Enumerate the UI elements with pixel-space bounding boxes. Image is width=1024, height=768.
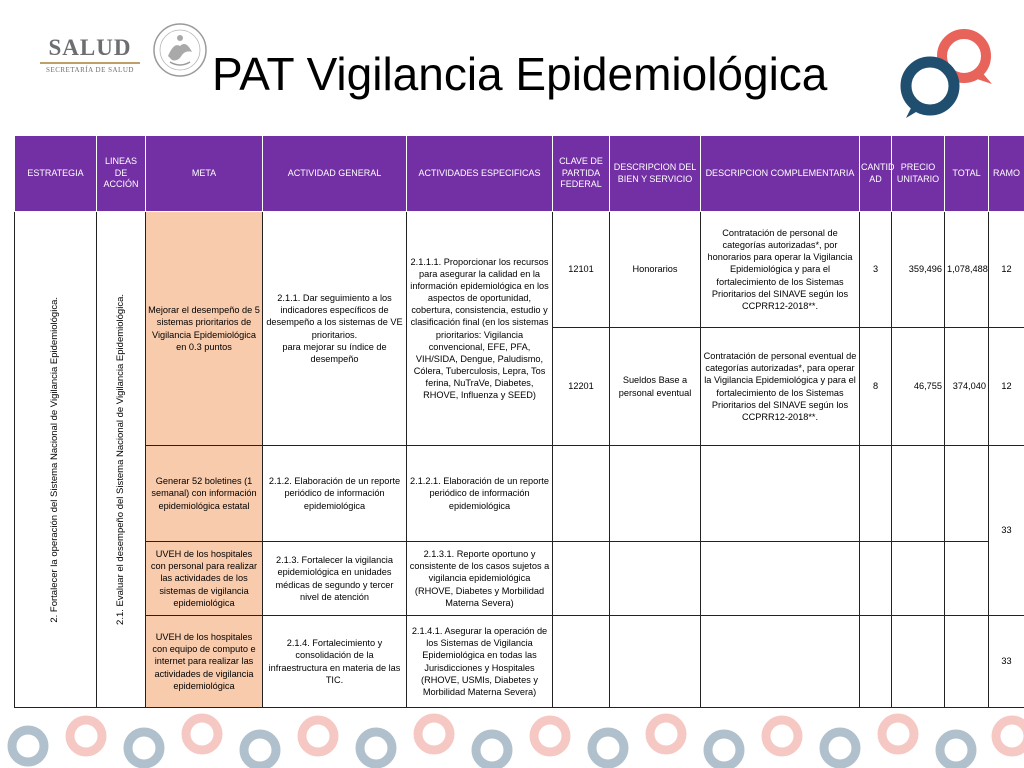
actividad-especifica-cell: 2.1.3.1. Reporte oportuno y consistente de los casos sujetos a vigilancia epidemiológica (RHOVE, Diabetes y Morbilidad Materna Severa) [407,542,553,616]
column-header-ramo: RAMO [989,136,1024,212]
salud-logo-word: SALUD [48,35,132,60]
precio-cell [892,446,945,542]
total-cell [945,446,989,542]
complementaria-cell [701,616,860,708]
ramo-cell: 33 [989,616,1024,708]
actividad-general-cell: 2.1.2. Elaboración de un reporte periódico de información epidemiológica [263,446,407,542]
cantidad-cell [860,446,892,542]
table-row [15,212,1024,328]
precio-cell: 359,496 [892,212,945,328]
complementaria-cell: Contratación de personal de categorías autorizadas*, por honorarios para operar la Vigilancia Epidemiológica y para el fortalecimiento de los Sistemas Prioritarios del SINAVE según los CCPRR12-2018**. [701,212,860,328]
actividad-general-cell: 2.1.1. Dar seguimiento a los indicadores específicos de desempeño a los sistemas de VE prioritarios. para mejorar su índice de desempeño [263,212,407,446]
column-header-meta: META [146,136,263,212]
complementaria-cell [701,542,860,616]
page-title: PAT Vigilancia Epidemiológica [212,48,828,100]
meta-cell: Generar 52 boletines (1 semanal) con información epidemiológica estatal [146,446,263,542]
bien-servicio-cell: Sueldos Base a personal eventual [610,328,701,446]
ramo-cell: 12 [989,328,1024,446]
precio-cell: 46,755 [892,328,945,446]
column-header-actividades-especificas: ACTIVIDADES ESPECIFICAS [407,136,553,212]
estrategia-cell [15,212,97,708]
clave-cell [553,616,610,708]
actividad-especifica-cell: 2.1.1.1. Proporcionar los recursos para asegurar la calidad en la información epidemiológica en los aspectos de oportunidad, cobertura, consistencia, estudio y clasificación final (en los sistemas prioritarios: Vigilancia convencional, EFE, PFA, VIH/SIDA, Dengue, Paludismo, Cólera, Tuberculosis, Lepra, Tos ferina, NuTraVe, Diabetes, RHOVE, Influenza y SEED) [407,212,553,446]
table-header-row [15,136,1024,212]
precio-cell [892,542,945,616]
ramo-cell: 33 [989,446,1024,616]
footer-decoration-pattern [0,706,1024,768]
actividad-especifica-cell: 2.1.2.1. Elaboración de un reporte periódico de información epidemiológica [407,446,553,542]
precio-cell [892,616,945,708]
cantidad-cell [860,542,892,616]
ramo-cell: 12 [989,212,1024,328]
actividad-especifica-cell: 2.1.4.1. Asegurar la operación de los Sistemas de Vigilancia Epidemiológica en todas las Jurisdicciones y Hospitales (RHOVE, USMIs, Diabetes y Morbilidad Materna Severa) [407,616,553,708]
column-header-estrategia: ESTRATEGIA [15,136,97,212]
total-cell: 1,078,488 [945,212,989,328]
total-cell: 374,040 [945,328,989,446]
cantidad-cell: 8 [860,328,892,446]
cantidad-cell: 3 [860,212,892,328]
brand-logo-icon [896,26,1000,122]
clave-cell [553,446,610,542]
actividad-general-cell: 2.1.3. Fortalecer la vigilancia epidemiológica en unidades médicas de segundo y tercer nivel de atención [263,542,407,616]
column-header-clave: CLAVE DE PARTIDA FEDERAL [553,136,610,212]
column-header-lineas: LINEAS DE ACCIÓN [97,136,146,212]
linea-accion-cell [97,212,146,708]
clave-cell [553,542,610,616]
clave-cell: 12201 [553,328,610,446]
meta-cell: UVEH de los hospitales con equipo de computo e internet para realizar las actividades de vigilancia epidemiológica [146,616,263,708]
bien-servicio-cell [610,542,701,616]
meta-cell: Mejorar el desempeño de 5 sistemas prioritarios de Vigilancia Epidemiológica en 0.3 puntos [146,212,263,446]
total-cell [945,542,989,616]
bien-servicio-cell [610,616,701,708]
meta-cell: UVEH de los hospitales con personal para realizar las actividades de los sistemas de vigilancia epidemiológica [146,542,263,616]
column-header-bien-servicio: DESCRIPCION DEL BIEN Y SERVICIO [610,136,701,212]
column-header-complementaria: DESCRIPCION COMPLEMENTARIA [701,136,860,212]
clave-cell: 12101 [553,212,610,328]
column-header-total: TOTAL [945,136,989,212]
pat-table-wrapper [14,135,1024,708]
slide-header [0,0,1024,132]
column-header-cantidad: CANTID AD [860,136,892,212]
table-row [15,446,1024,542]
estrategia-text: 2. Fortalecer la operación del Sistema Nacional de Vigilancia Epidemiológica. [49,296,61,623]
bien-servicio-cell: Honorarios [610,212,701,328]
salud-logo-rule [40,62,140,64]
bien-servicio-cell [610,446,701,542]
complementaria-cell: Contratación de personal eventual de categorías autorizadas*, para operar la Vigilancia Epidemiológica y para el fortalecimiento de los Sistemas Prioritarios del SINAVE según los CCPRR12-2018**. [701,328,860,446]
mexico-seal-icon [152,22,208,78]
column-header-precio: PRECIO UNITARIO [892,136,945,212]
total-cell [945,616,989,708]
column-header-actividad-general: ACTIVIDAD GENERAL [263,136,407,212]
table-row [15,616,1024,708]
actividad-general-cell: 2.1.4. Fortalecimiento y consolidación de la infraestructura en materia de las TIC. [263,616,407,708]
table-row [15,542,1024,616]
linea-accion-text: 2.1. Evaluar el desempeño del Sistema Nacional de Vigilancia Epidemiológica. [114,294,126,625]
cantidad-cell [860,616,892,708]
complementaria-cell [701,446,860,542]
salud-logo [34,36,146,76]
pat-table [14,135,1024,708]
salud-logo-subtitle: SECRETARÍA DE SALUD [46,66,134,74]
